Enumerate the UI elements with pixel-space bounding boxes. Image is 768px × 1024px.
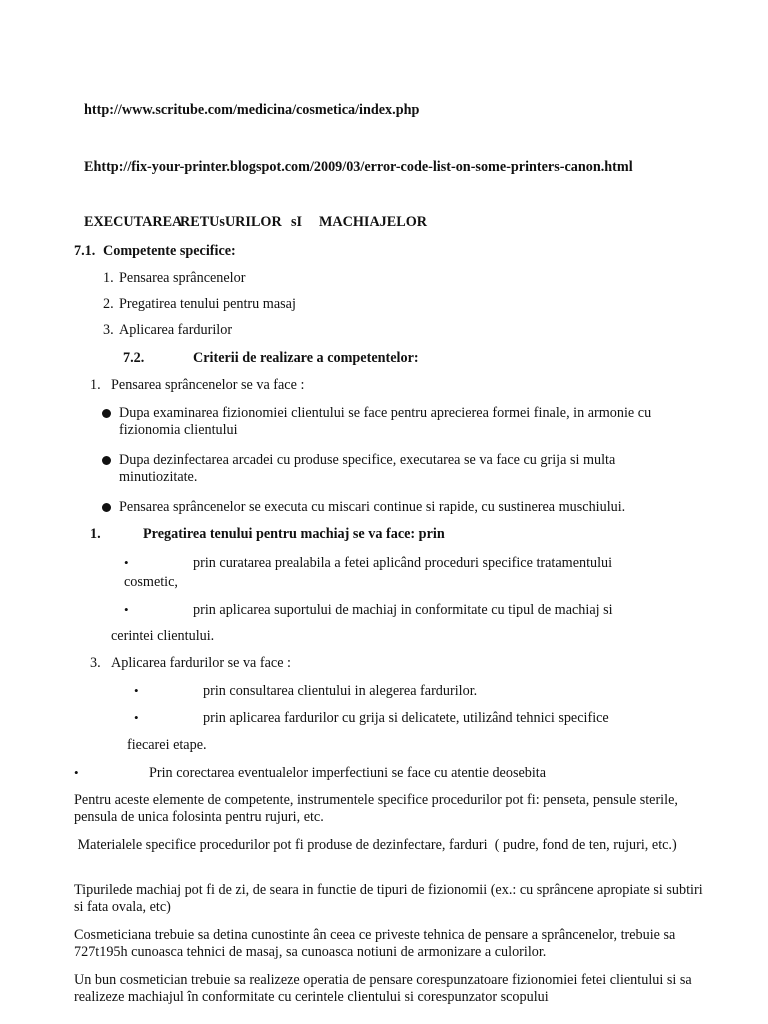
bullet-icon: • — [124, 602, 129, 617]
paragraph: Pentru aceste elemente de competente, instrumentele specifice procedurilor pot fi: penseta, pensule sterile, pensula de unica folosinta pentru rujuri, etc. — [74, 792, 678, 825]
section-heading: Competente specifice: — [103, 243, 236, 259]
list-number: 2. — [103, 296, 114, 312]
bullet-text: Dupa examinarea fizionomiei clientului se face pentru aprecierea formei finale, in armonie cu fizionomia clientului — [119, 405, 652, 438]
url-line-1: http://www.scritube.com/medicina/cosmetica/index.php — [84, 102, 420, 118]
bullet-icon: • — [134, 710, 139, 725]
list-number: 3. — [103, 322, 114, 338]
bullet-text: Pensarea sprâncenelor se executa cu miscari continue si rapide, cu sustinerea muschiului. — [119, 499, 626, 515]
bullet-icon: • — [124, 555, 129, 570]
bullet-text: prin consultarea clientului in alegerea fardurilor. — [203, 683, 478, 699]
list-item: Pensarea sprâncenelor — [119, 270, 246, 286]
section-number: 7.1. — [74, 243, 96, 259]
bullet-text: Dupa dezinfectarea arcadei cu produse specifice, executarea se va face cu grija si multa minutiozitate. — [119, 452, 616, 485]
paragraph: Tipurilede machiaj pot fi de zi, de seara in functie de tipuri de fizionomii (ex.: cu sprâncene apropiate si subtiri si fata ovala, etc) — [74, 882, 703, 915]
bullet-text: cosmetic, — [124, 574, 178, 590]
title-word: MACHIAJELOR — [319, 214, 427, 230]
list-item: Aplicarea fardurilor — [119, 322, 233, 338]
bullet-icon — [102, 409, 111, 418]
list-number: 1. — [90, 526, 101, 542]
section-number: 7.2. — [123, 350, 145, 366]
list-number: 3. — [90, 655, 101, 671]
bullet-icon — [102, 503, 111, 512]
paragraph: Un bun cosmetician trebuie sa realizeze operatia de pensare corespunzatoare fizionomiei fetei clientului si sa realizeze machiajul în conformitate cu cerintele clientului si corespunzator scopului — [74, 972, 692, 1005]
list-number: 1. — [103, 270, 114, 286]
bullet-icon: • — [74, 765, 79, 780]
bullet-text: prin aplicarea suportului de machiaj in conformitate cu tipul de machiaj si — [193, 602, 613, 618]
bullet-text: cerintei clientului. — [111, 628, 215, 644]
list-item: Pregatirea tenului pentru masaj — [119, 296, 296, 312]
bullet-text: Prin corectarea eventualelor imperfectiuni se face cu atentie deosebita — [149, 765, 547, 781]
bullet-text: fiecarei etape. — [127, 737, 207, 753]
criterion-heading: Pregatirea tenului pentru machiaj se va face: prin — [143, 526, 445, 542]
list-number: 1. — [90, 377, 101, 393]
title-word: sI — [291, 214, 303, 230]
bullet-text: prin aplicarea fardurilor cu grija si delicatete, utilizând tehnici specifice — [203, 710, 609, 726]
bullet-text: prin curatarea prealabila a fetei aplicând proceduri specifice tratamentului — [193, 555, 613, 571]
title-word: EXECUTAREA — [84, 214, 183, 230]
criterion-text: Pensarea sprâncenelor se va face : — [111, 377, 305, 393]
paragraph: Materialele specifice procedurilor pot fi produse de dezinfectare, farduri ( pudre, fond de ten, rujuri, etc.) — [74, 837, 677, 853]
bullet-icon: • — [134, 683, 139, 698]
bullet-icon — [102, 456, 111, 465]
url-line-2: Ehttp://fix-your-printer.blogspot.com/2009/03/error-code-list-on-some-printers-canon.html — [84, 159, 633, 175]
criterion-text: Aplicarea fardurilor se va face : — [111, 655, 291, 671]
title-word: RETUsURILOR — [180, 214, 282, 230]
paragraph: Cosmeticiana trebuie sa detina cunostinte ân ceea ce priveste tehnica de pensare a sprâncenelor, trebuie sa 727t195h cunoasca tehnici de masaj, sa cunoasca notiuni de armonizare a culorilor. — [74, 927, 676, 960]
section-heading: Criterii de realizare a competentelor: — [193, 350, 419, 366]
